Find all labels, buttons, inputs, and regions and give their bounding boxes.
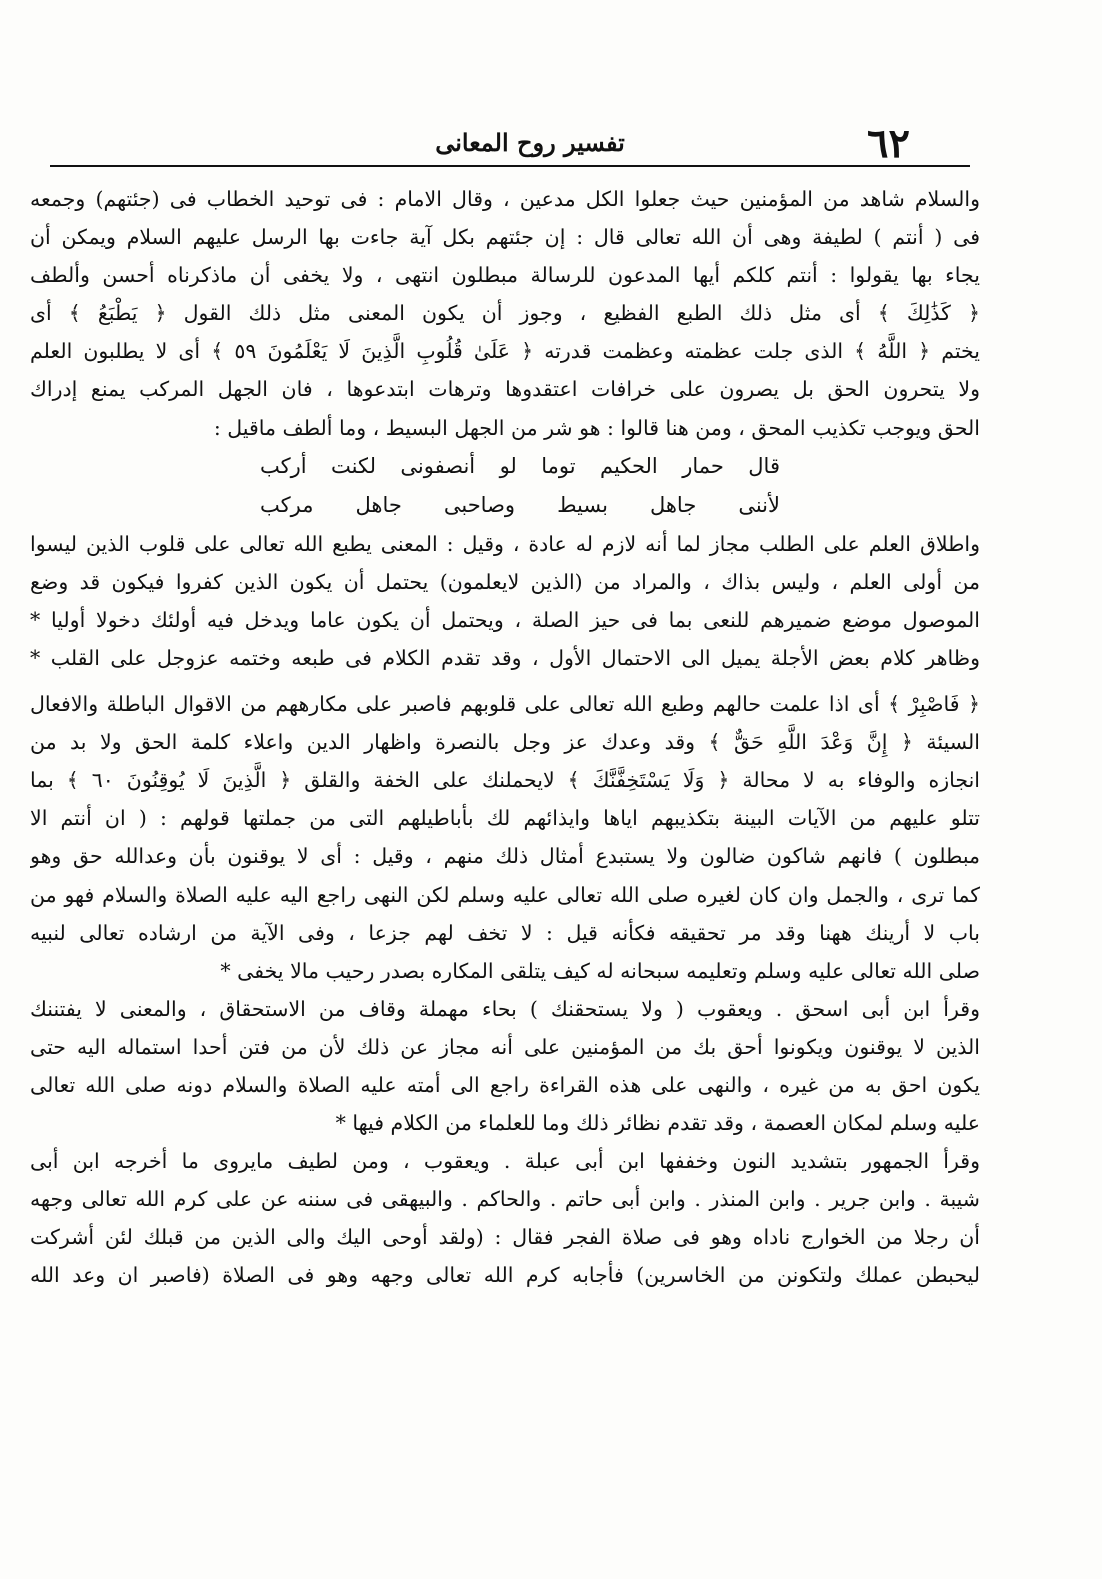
text-line: صلى الله تعالى عليه وسلم وتعليمه سبحانه له كيف يتلقى المكاره بصدر رحيب مالا يخفى *: [220, 958, 980, 983]
text-line: ﴿ فَاصْبِرْ ﴾ أى اذا علمت حالهم وطبع الله تعالى على قلوبهم فاصبر على مكارههم من الاقوال الباطلة والافعال: [30, 692, 980, 717]
text-line: مبطلون ) فانهم شاكون ضالون ولا يستبدع أمثال ذلك منهم ، وقيل : أى لا يوقنون بأن وعدالله حق وهو: [30, 844, 980, 869]
text-line: ﴿ كَذَٰلِكَ ﴾ أى مثل ذلك الطبع الفظيع ، وجوز أن يكون المعنى مثل ذلك القول ﴿ يَطْبَعُ ﴾ أى: [30, 301, 980, 326]
text-line: ليحبطن عملك ولتكونن من الخاسرين) فأجابه كرم الله تعالى وجهه وهو فى الصلاة (فاصبر ان وعد الله: [30, 1263, 980, 1288]
text-line: والسلام شاهد من المؤمنين حيث جعلوا الكل مدعين ، وقال الامام : فى توحيد الخطاب فى (جئتهم) وجمعه: [30, 187, 980, 211]
text-line: ولا يتحرون الحق بل يصرون على خرافات اعتقدوها وترهات ابتدعوها ، فان الجهل المركب يمنع إدراك: [30, 377, 980, 402]
paragraph-gap: [30, 677, 980, 685]
text-line: يختم ﴿ اللَّهُ ﴾ الذى جلت عظمته وعظمت قدرته ﴿ عَلَىٰ قُلُوبِ الَّذِينَ لَا يَعْلَمُونَ ٥٩ ﴾ أى لا يطلبون العلم: [30, 339, 980, 364]
text-line: انجازه والوفاء به لا محالة ﴿ وَلَا يَسْتَخِفَّنَّكَ ﴾ لايحملنك على الخفة والقلق ﴿ الَّذِينَ لَا يُوقِنُونَ ٦٠ ﴾ بما: [30, 768, 980, 793]
text-line: يكون احق به من غيره ، والنهى على هذه القراءة راجع الى أمته عليه الصلاة والسلام دونه صلى الله تعالى: [30, 1072, 980, 1097]
verse-line: قال حمار الحكيم توما لو أنصفونى لكنت أركب: [260, 453, 780, 478]
text-line: الذين لا يوقنون ويكونوا أحق بك من المؤمنين على أنه مجاز عن ذلك لأن من فتن أحدا استماله اليه حتى: [30, 1034, 980, 1059]
header-rule: [50, 165, 970, 167]
text-line: فى ( أنتم ) لطيفة وهى أن الله تعالى قال : إن جئتهم بكل آية جاءت بها الرسل عليهم السلام ويمكن أن: [30, 225, 980, 250]
text-line: من أولى العلم ، وليس بذاك ، والمراد من (الذين لايعلمون) يحتمل أن يكون الذين كفروا فيكون قد وضع: [30, 569, 980, 594]
text-line: عليه وسلم لمكان العصمة ، وقد تقدم نظائر ذلك وما للعلماء من الكلام فيها *: [335, 1111, 980, 1136]
text-line: الحق ويوجب تكذيب المحق ، ومن هنا قالوا : هو شر من الجهل البسيط ، وما ألطف ماقيل :: [213, 415, 980, 440]
text-line: شيبة . وابن جرير . وابن المنذر . وابن أبى حاتم . والحاكم . والبيهقى فى سننه عن على كرم الله تعالى وجهه: [30, 1187, 980, 1212]
running-title: تفسير روح المعانى: [435, 128, 625, 157]
text-line: وقرأ ابن أبى اسحق . ويعقوب ( ولا يستحقنك ) بحاء مهملة وقاف من الاستحقاق ، والمعنى لا يفتننك: [30, 996, 980, 1021]
verse-line: لأننى جاهل بسيط وصاحبى جاهل مركب: [260, 492, 780, 517]
text-line: أن رجلا من الخوارج ناداه وهو فى صلاة الفجر فقال : (ولقد أوحى اليك والى الذين من قبلك لئن أشركت: [30, 1225, 980, 1250]
text-line: وقرأ الجمهور بتشديد النون وخففها ابن أبى عبلة . ويعقوب ، ومن لطيف مايروى ما أخرجه ابن أبى: [30, 1149, 980, 1174]
text-line: وظاهر كلام بعض الأجلة يميل الى الاحتمال الأول ، وقد تقدم الكلام فى طبعه وختمه عزوجل على القلب *: [30, 645, 980, 670]
page-header: [150, 118, 910, 170]
text-line: يجاء بها يقولوا : أنتم كلكم أيها المدعون للرسالة مبطلون انتهى ، ولا يخفى أن ماذكرناه أحسن وألطف: [30, 263, 980, 288]
text-line: كما ترى ، والجمل وان كان لغيره صلى الله تعالى عليه وسلم لكن النهى راجع اليه عليه الصلاة والسلام فهو من: [30, 882, 980, 907]
text-line: الموصول موضع ضميرهم للنعى بما فى حيز الصلة ، ويحتمل أن يكون عاما ويدخل فيه أولئك دخولا أوليا *: [30, 607, 980, 632]
text-line: باب لا أرينك ههنا وقد مر تحقيقه فكأنه قيل : لا تخف لهم جزعا ، وفى الآية من ارشاده تعالى لنبيه: [30, 920, 980, 945]
text-line: تتلو عليهم من الآيات البينة بتكذيبهم اياها وايذائهم لك بأباطيلهم التى من جملتها قولهم : ( ان أنتم الا: [30, 806, 980, 831]
page-number: ٦٢: [867, 120, 910, 167]
text-line: واطلاق العلم على الطلب مجاز لما أنه لازم له عادة ، وقيل : المعنى يطبع الله تعالى على قلوب الذين ليسوا: [30, 531, 980, 556]
text-line: السيئة ﴿ إِنَّ وَعْدَ اللَّهِ حَقٌّ ﴾ وقد وعدك عز وجل بالنصرة واظهار الدين واعلاء كلمة الحق ولا بد من: [30, 730, 980, 755]
body-text: [30, 180, 980, 1295]
